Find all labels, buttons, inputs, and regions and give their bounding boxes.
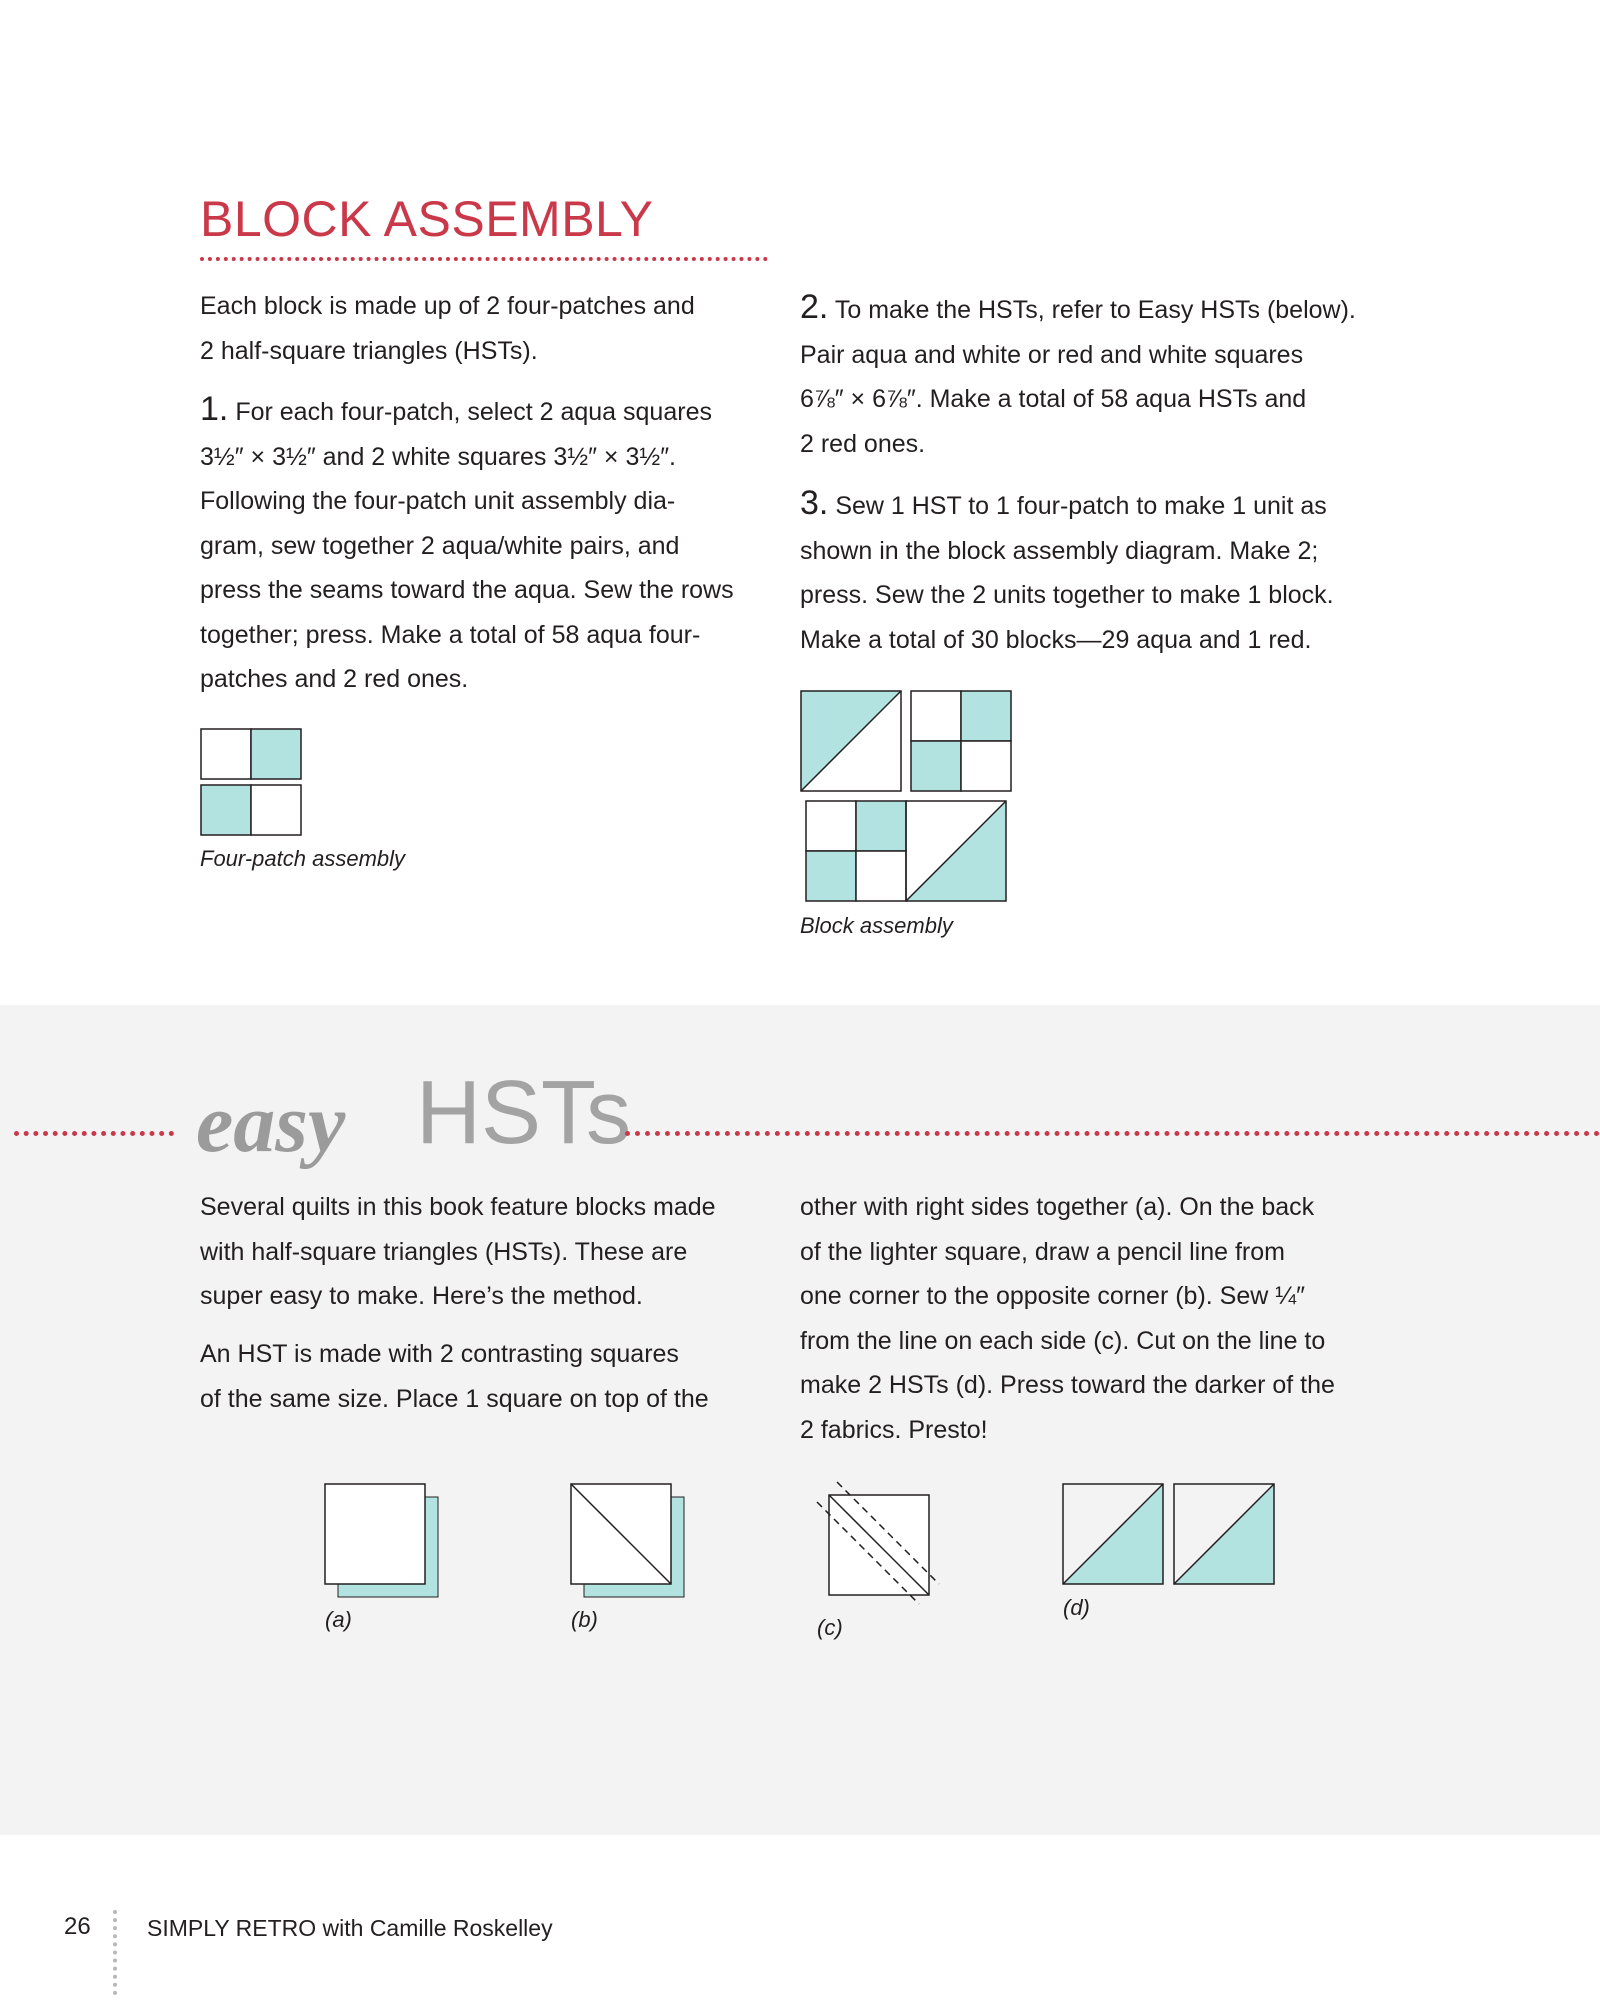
text-line-content: To make the HSTs, refer to Easy HSTs (below). — [834, 296, 1356, 324]
intro-paragraph — [200, 284, 775, 373]
step-number: 1. — [200, 390, 229, 428]
four-patch-unit — [806, 801, 906, 901]
hst-paragraph-continued — [800, 1185, 1400, 1452]
text-line: gram, sew together 2 aqua/white pairs, and — [200, 531, 680, 560]
text-line: from the line on each side (c). Cut on the line to — [800, 1326, 1326, 1355]
label-d: (d) — [1063, 1595, 1090, 1620]
hsts-title: HSTs — [416, 1063, 632, 1163]
text-line — [800, 484, 1400, 529]
step-number: 3. — [800, 484, 829, 522]
text-line: shown in the block assembly diagram. Make 2; — [800, 536, 1319, 565]
dotted-rule-left — [14, 1131, 174, 1136]
hst-step-c-diagram — [815, 1480, 945, 1605]
text-line: Each block is made up of 2 four-patches and — [200, 292, 695, 320]
hst-paragraph-2 — [200, 1332, 775, 1421]
step-3 — [800, 484, 1400, 662]
text-line: make 2 HSTs (d). Press toward the darker of the — [800, 1371, 1335, 1399]
text-line: with half-square triangles (HSTs). These are — [200, 1237, 688, 1266]
text-line: Pair aqua and white or red and white squares — [800, 340, 1304, 369]
hst-step-a-diagram — [324, 1483, 440, 1598]
text-line: 2 half-square triangles (HSTs). — [200, 336, 538, 365]
step-number: 2. — [800, 288, 829, 326]
text-line: 6⅞″ × 6⅞″. Make a total of 58 aqua HSTs and — [800, 385, 1307, 413]
text-line: press the seams toward the aqua. Sew the rows — [200, 576, 734, 604]
text-line: 3½″ × 3½″ and 2 white squares 3½″ × 3½″. — [200, 442, 676, 471]
block-assembly-diagram — [800, 690, 1014, 902]
four-patch-caption: Four-patch assembly — [200, 846, 406, 871]
hst-unit — [1174, 1484, 1274, 1584]
easy-script-title: easy — [196, 1077, 346, 1170]
footer-dotted-divider — [113, 1910, 117, 1995]
patch-white — [251, 785, 301, 835]
text-line: of the lighter square, draw a pencil line from — [800, 1237, 1285, 1266]
four-patch-diagram — [200, 728, 302, 836]
four-patch-unit — [911, 691, 1011, 791]
text-line: together; press. Make a total of 58 aqua four- — [200, 620, 701, 649]
block-assembly-caption: Block assembly — [800, 913, 953, 938]
hst-unit — [801, 691, 901, 791]
text-line: press. Sew the 2 units together to make 1 block. — [800, 581, 1334, 609]
patch-white — [201, 729, 251, 779]
label-b: (b) — [571, 1607, 598, 1632]
dotted-rule-right — [625, 1131, 1600, 1136]
text-line: Following the four-patch unit assembly dia- — [200, 487, 676, 515]
text-line: of the same size. Place 1 square on top of the — [200, 1384, 709, 1413]
text-line: patches and 2 red ones. — [200, 665, 469, 693]
hst-step-b-diagram — [570, 1483, 686, 1598]
text-line — [200, 390, 775, 435]
book-title: SIMPLY RETRO with Camille Roskelley — [147, 1915, 553, 1941]
text-line: Several quilts in this book feature blocks made — [200, 1193, 716, 1221]
text-line: 2 fabrics. Presto! — [800, 1415, 988, 1444]
text-line — [800, 288, 1400, 333]
text-line: one corner to the opposite corner (b). Sew ¼″ — [800, 1282, 1305, 1310]
patch-aqua — [201, 785, 251, 835]
scallop-edge — [0, 1720, 1600, 1840]
label-a: (a) — [325, 1607, 352, 1632]
text-line-content: Sew 1 HST to 1 four-patch to make 1 unit as — [835, 492, 1327, 520]
title-dotted-rule — [200, 257, 768, 261]
section-title: BLOCK ASSEMBLY — [200, 191, 654, 247]
hst-unit — [906, 801, 1006, 901]
hst-unit — [1063, 1484, 1163, 1584]
page-number: 26 — [64, 1913, 91, 1940]
text-line: Make a total of 30 blocks—29 aqua and 1 red. — [800, 625, 1312, 654]
text-line: An HST is made with 2 contrasting squares — [200, 1340, 679, 1368]
hst-step-d-diagram — [1062, 1483, 1276, 1586]
patch-aqua — [251, 729, 301, 779]
text-line: super easy to make. Here’s the method. — [200, 1282, 643, 1310]
text-line: other with right sides together (a). On the back — [800, 1193, 1315, 1221]
hst-paragraph-1 — [200, 1185, 775, 1319]
text-line-content: For each four-patch, select 2 aqua squares — [235, 398, 712, 426]
label-c: (c) — [817, 1615, 843, 1640]
step-2 — [800, 288, 1400, 466]
step-1 — [200, 390, 775, 702]
text-line: 2 red ones. — [800, 429, 926, 458]
